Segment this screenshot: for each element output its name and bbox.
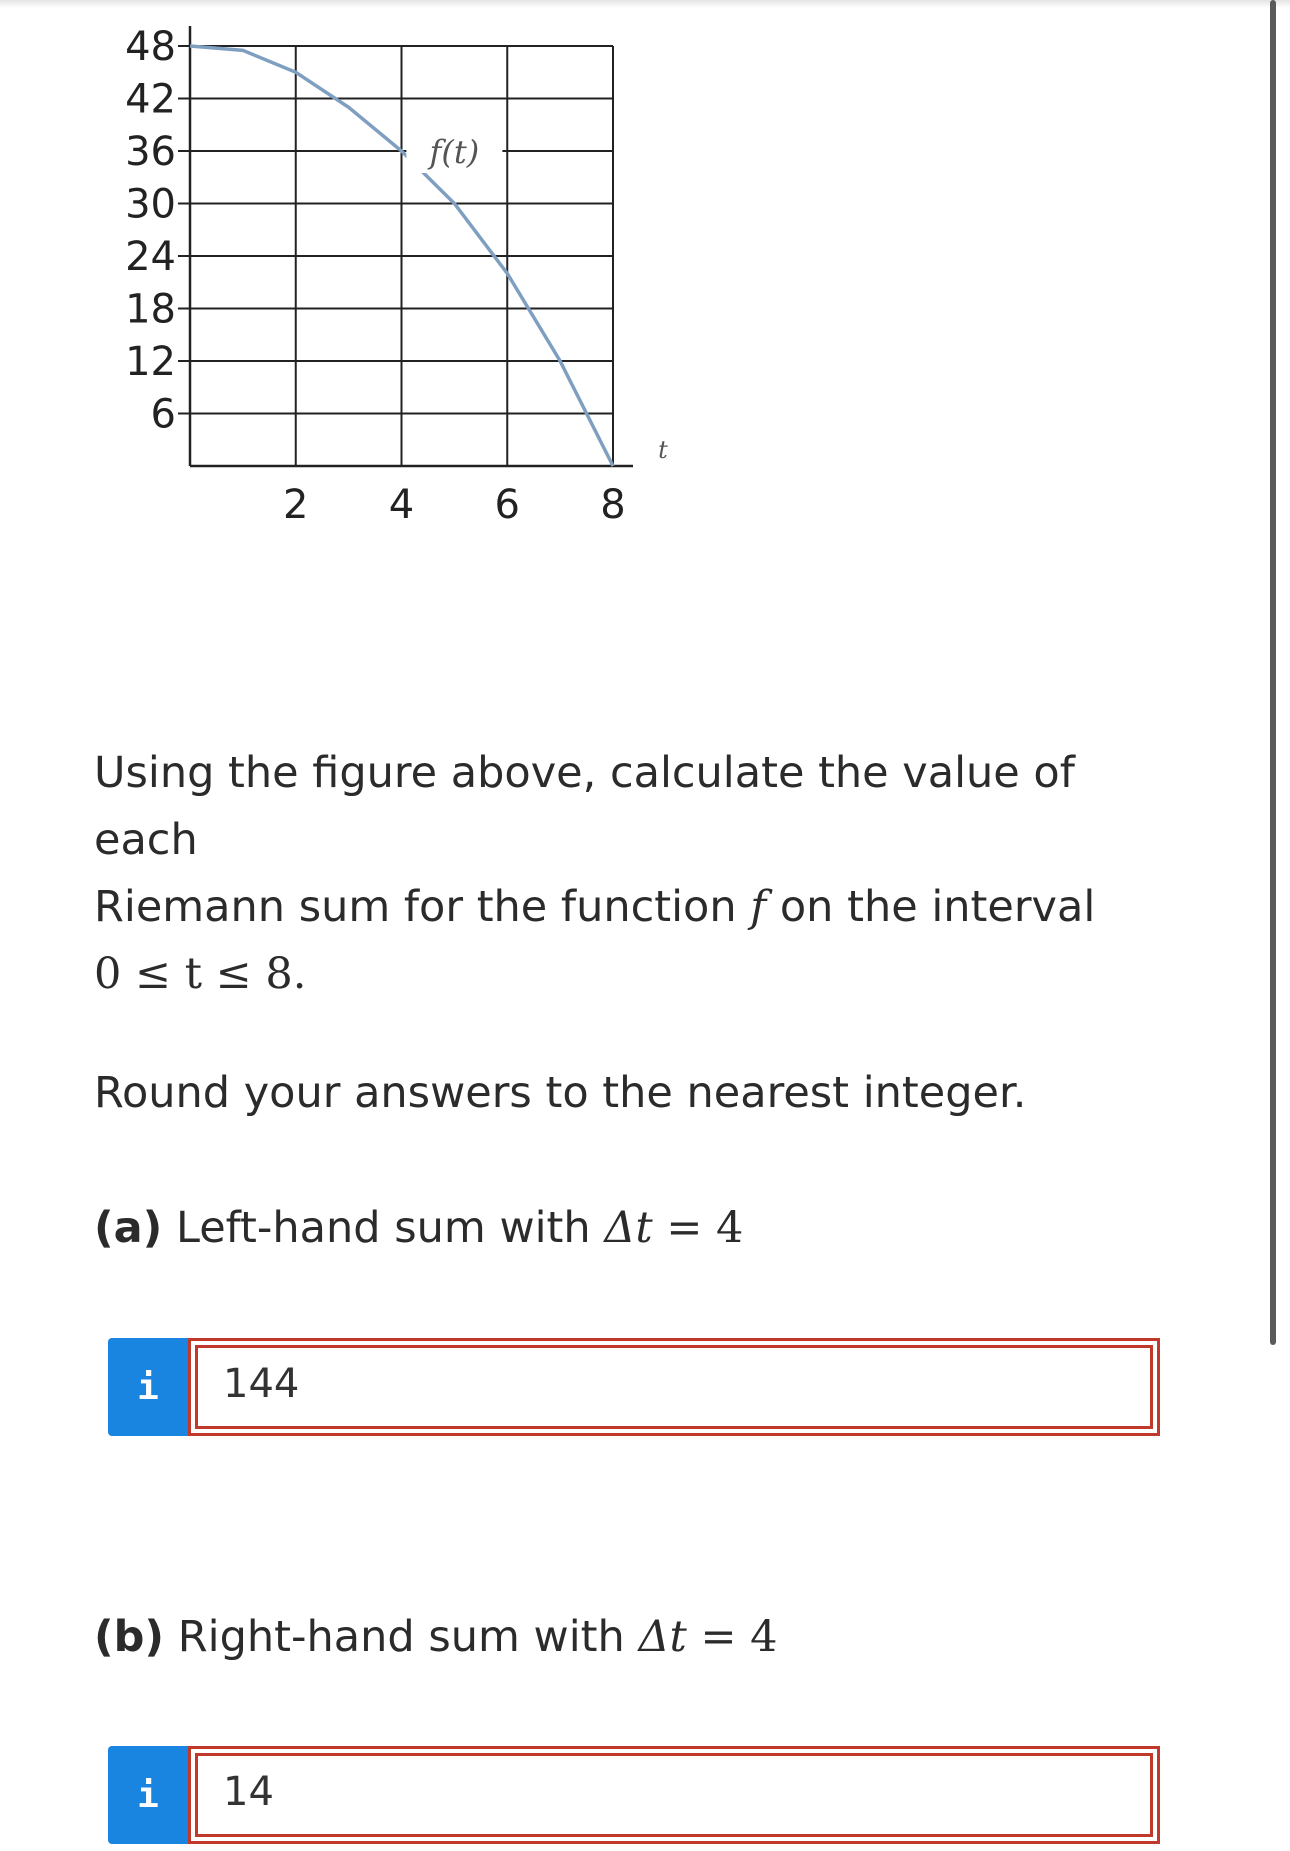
y-tick-label: 24	[125, 234, 176, 280]
question-line-2	[94, 874, 1174, 941]
part-a-eq: = 4	[652, 1203, 744, 1253]
y-tick-label: 42	[125, 76, 176, 123]
answer-a-input[interactable]	[188, 1338, 1160, 1436]
info-icon[interactable]: i	[108, 1338, 188, 1436]
y-tick-label: 30	[125, 181, 176, 228]
part-a-delta: Δt	[604, 1203, 653, 1253]
x-tick-label: 2	[283, 482, 309, 528]
answer-a-value: 144	[223, 1361, 300, 1407]
info-icon[interactable]: i	[108, 1746, 188, 1844]
part-b-delta: Δt	[638, 1612, 687, 1662]
x-tick-label: 8	[600, 482, 626, 528]
riemann-graph	[0, 0, 720, 540]
answer-a-group	[108, 1338, 1160, 1436]
round-note: Round your answers to the nearest integer.	[94, 1068, 1027, 1118]
y-tick-label: 6	[150, 391, 176, 438]
y-tick-label: 36	[125, 129, 176, 175]
question-text	[94, 740, 1174, 1008]
question-line-2-pre: Riemann sum for the function	[94, 882, 751, 932]
answer-b-group	[108, 1746, 1160, 1844]
answer-b-error-border	[195, 1753, 1153, 1837]
part-a-text: Left-hand sum with	[162, 1203, 605, 1253]
part-a-label: (a)	[94, 1203, 163, 1253]
part-b-label: (b)	[94, 1612, 165, 1662]
x-tick-label: 4	[388, 482, 415, 528]
part-b-eq: = 4	[686, 1612, 778, 1662]
y-tick-label: 18	[125, 286, 176, 333]
part-b-text: Right-hand sum with	[164, 1612, 639, 1662]
part-b-prompt	[94, 1612, 778, 1662]
answer-a-error-border	[195, 1345, 1153, 1429]
interval-text: 0 ≤ t ≤ 8.	[94, 949, 307, 999]
question-line-2-post: on the interval	[766, 882, 1096, 932]
answer-b-value: 14	[223, 1769, 274, 1815]
x-tick-label: 6	[494, 482, 520, 528]
part-a-prompt	[94, 1203, 743, 1253]
question-line-1: Using the figure above, calculate the value of each	[94, 748, 1075, 865]
curve-label: f(t)	[429, 133, 480, 171]
x-axis-label: t	[658, 436, 668, 464]
answer-b-input[interactable]	[188, 1746, 1160, 1844]
y-tick-label: 12	[125, 339, 176, 385]
y-tick-label: 48	[125, 24, 176, 70]
scrollbar[interactable]	[1270, 0, 1276, 1345]
function-symbol: f	[750, 882, 767, 932]
